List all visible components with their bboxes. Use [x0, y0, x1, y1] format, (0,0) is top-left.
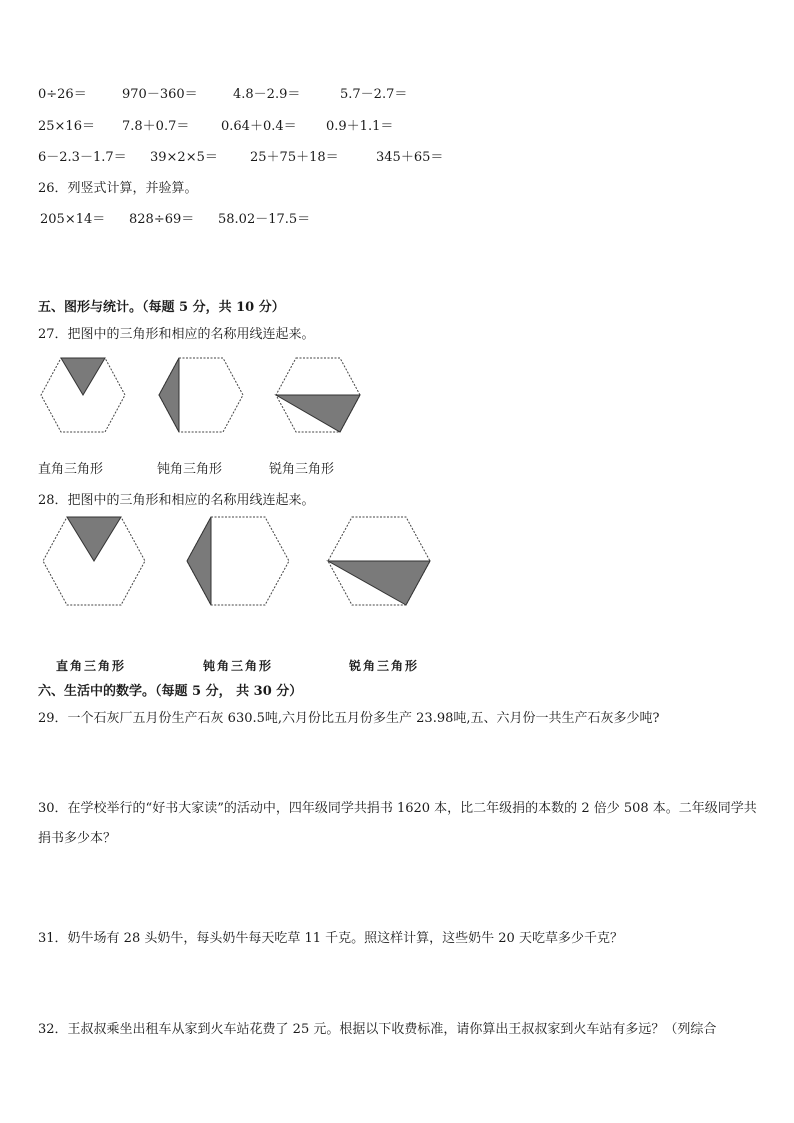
q27-label-right: 直角三角形 — [38, 462, 104, 477]
q28-prompt: 28．把图中的三角形和相应的名称用线连起来。 — [38, 493, 315, 508]
q27-prompt: 27．把图中的三角形和相应的名称用线连起来。 — [38, 327, 315, 342]
q27-label-acute: 锐角三角形 — [269, 462, 335, 477]
q27-label-obtuse: 钝角三角形 — [157, 462, 223, 477]
q26-item: 828÷69＝ — [129, 212, 195, 227]
hexagon-obtuse-triangle-figure — [184, 514, 292, 608]
arith-item: 0.9＋1.1＝ — [326, 119, 394, 134]
hexagon-right-triangle-figure — [38, 355, 128, 435]
q31-text: 31．奶牛场有 28 头奶牛，每头奶牛每天吃草 11 千克。照这样计算，这些奶牛 20 天吃草多少千克？ — [38, 931, 623, 946]
arith-item: 25×16＝ — [38, 119, 95, 134]
arith-item: 0÷26＝ — [38, 87, 87, 102]
q30-text: 30．在学校举行的“好书大家读”的活动中，四年级同学共捐书 1620 本，比二年级捐的本数的 2 倍少 508 本。二年级同学共捐书多少本？ — [38, 801, 757, 846]
q26-prompt: 26．列竖式计算，并验算。 — [38, 181, 198, 196]
arith-item: 5.7－2.7＝ — [340, 87, 408, 102]
q28-label-acute: 锐角三角形 — [349, 659, 420, 673]
q28-label-right: 直角三角形 — [56, 659, 127, 673]
hexagon-obtuse-triangle-figure — [156, 355, 246, 435]
section-six-heading: 六、生活中的数学。（每题 5 分， 共 30 分） — [38, 684, 303, 699]
q26-item: 58.02－17.5＝ — [218, 212, 311, 227]
arith-item: 39×2×5＝ — [150, 150, 218, 165]
arith-item: 25＋75＋18＝ — [250, 150, 339, 165]
arith-item: 6－2.3－1.7＝ — [38, 150, 127, 165]
arith-item: 7.8＋0.7＝ — [122, 119, 190, 134]
q26-item: 205×14＝ — [40, 212, 106, 227]
hexagon-acute-triangle-figure — [325, 514, 433, 608]
hexagon-right-triangle-figure — [40, 514, 148, 608]
hexagon-acute-triangle-figure — [273, 355, 363, 435]
arith-item: 4.8－2.9＝ — [233, 87, 301, 102]
q28-label-obtuse: 钝角三角形 — [203, 659, 274, 673]
arith-item: 970－360＝ — [122, 87, 198, 102]
section-five-heading: 五、图形与统计。（每题 5 分，共 10 分） — [38, 300, 285, 315]
arith-item: 345＋65＝ — [376, 150, 444, 165]
q32-text: 32．王叔叔乘坐出租车从家到火车站花费了 25 元。根据以下收费标准，请你算出王叔叔家到火车站有多远？（列综合 — [38, 1022, 717, 1037]
arith-item: 0.64＋0.4＝ — [221, 119, 297, 134]
q29-text: 29．一个石灰厂五月份生产石灰 630.5吨,六月份比五月份多生产 23.98吨,五、六月份一共生产石灰多少吨? — [38, 711, 660, 726]
